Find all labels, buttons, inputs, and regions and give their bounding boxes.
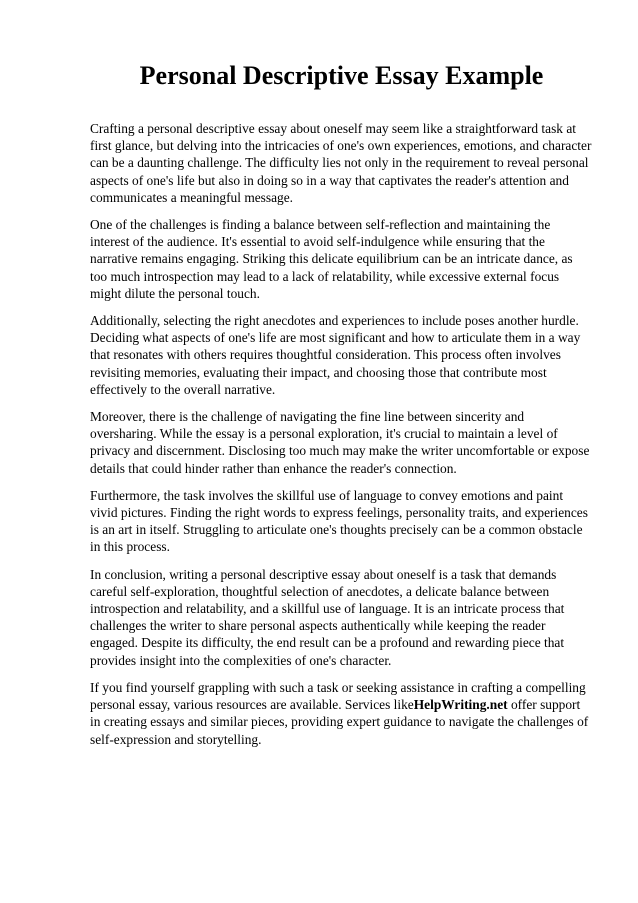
paragraph-2: One of the challenges is finding a balance between self-reflection and maintaining the interest of the audience. It's essential to avoid self-indulgence while ensuring that the narrative remains engaging. Striking this delicate equilibrium can be an intricate dance, as too much introspection may lead to a lack of relatability, while excessive external focus might dilute the personal touch. xyxy=(90,217,573,301)
helpwriting-link[interactable]: HelpWriting.net xyxy=(413,697,508,713)
paragraph-7 xyxy=(90,679,592,748)
paragraph-5: Furthermore, the task involves the skillful use of language to convey emotions and paint vivid pictures. Finding the right words to express feelings, personality traits, and experiences is an art in itself. Struggling to articulate one's thoughts precisely can be a common obstacle in this process. xyxy=(90,487,588,555)
paragraph-1: Crafting a personal descriptive essay about oneself may seem like a straightforward task at first glance, but delving into the intricacies of one's own experiences, emotions, and character can be a daunting challenge. The difficulty lies not only in the requirement to reveal personal aspects of one's life but also in doing so in a way that captivates the reader's attention and communicates a meaningful message. xyxy=(90,121,592,205)
paragraph-3: Additionally, selecting the right anecdotes and experiences to include poses another hurdle. Deciding what aspects of one's life are most significant and how to articulate them in a way that resonates with others requires thoughtful consideration. This process often involves revisiting memories, evaluating their impact, and choosing those that contribute most effectively to the overall narrative. xyxy=(90,313,581,397)
essay-body xyxy=(90,120,592,758)
page-title: Personal Descriptive Essay Example xyxy=(139,61,544,90)
paragraph-7-before: If you find yourself grappling with such a task or seeking assistance in crafting a compelling personal essay, various resources are available. Services like xyxy=(90,679,586,713)
paragraph-4: Moreover, there is the challenge of navigating the fine line between sincerity and oversharing. While the essay is a personal exploration, it's crucial to maintain a level of privacy and discernment. Disclosing too much may make the writer uncomfortable or expose details that could hinder rather than enhance the reader's connection. xyxy=(90,409,590,476)
paragraph-7-after: offer support in creating essays and similar pieces, providing expert guidance to navigate the challenges of self-expression and storytelling. xyxy=(90,697,589,747)
paragraph-6: In conclusion, writing a personal descriptive essay about oneself is a task that demands careful self-exploration, thoughtful selection of anecdotes, a delicate balance between introspection and relatability, and a skillful use of language. It is an intricate process that challenges the writer to share personal aspects authentically while keeping the reader engaged. Despite its difficulty, the end result can be a profound and rewarding piece that provides insight into the complexities of one's character. xyxy=(90,566,565,668)
